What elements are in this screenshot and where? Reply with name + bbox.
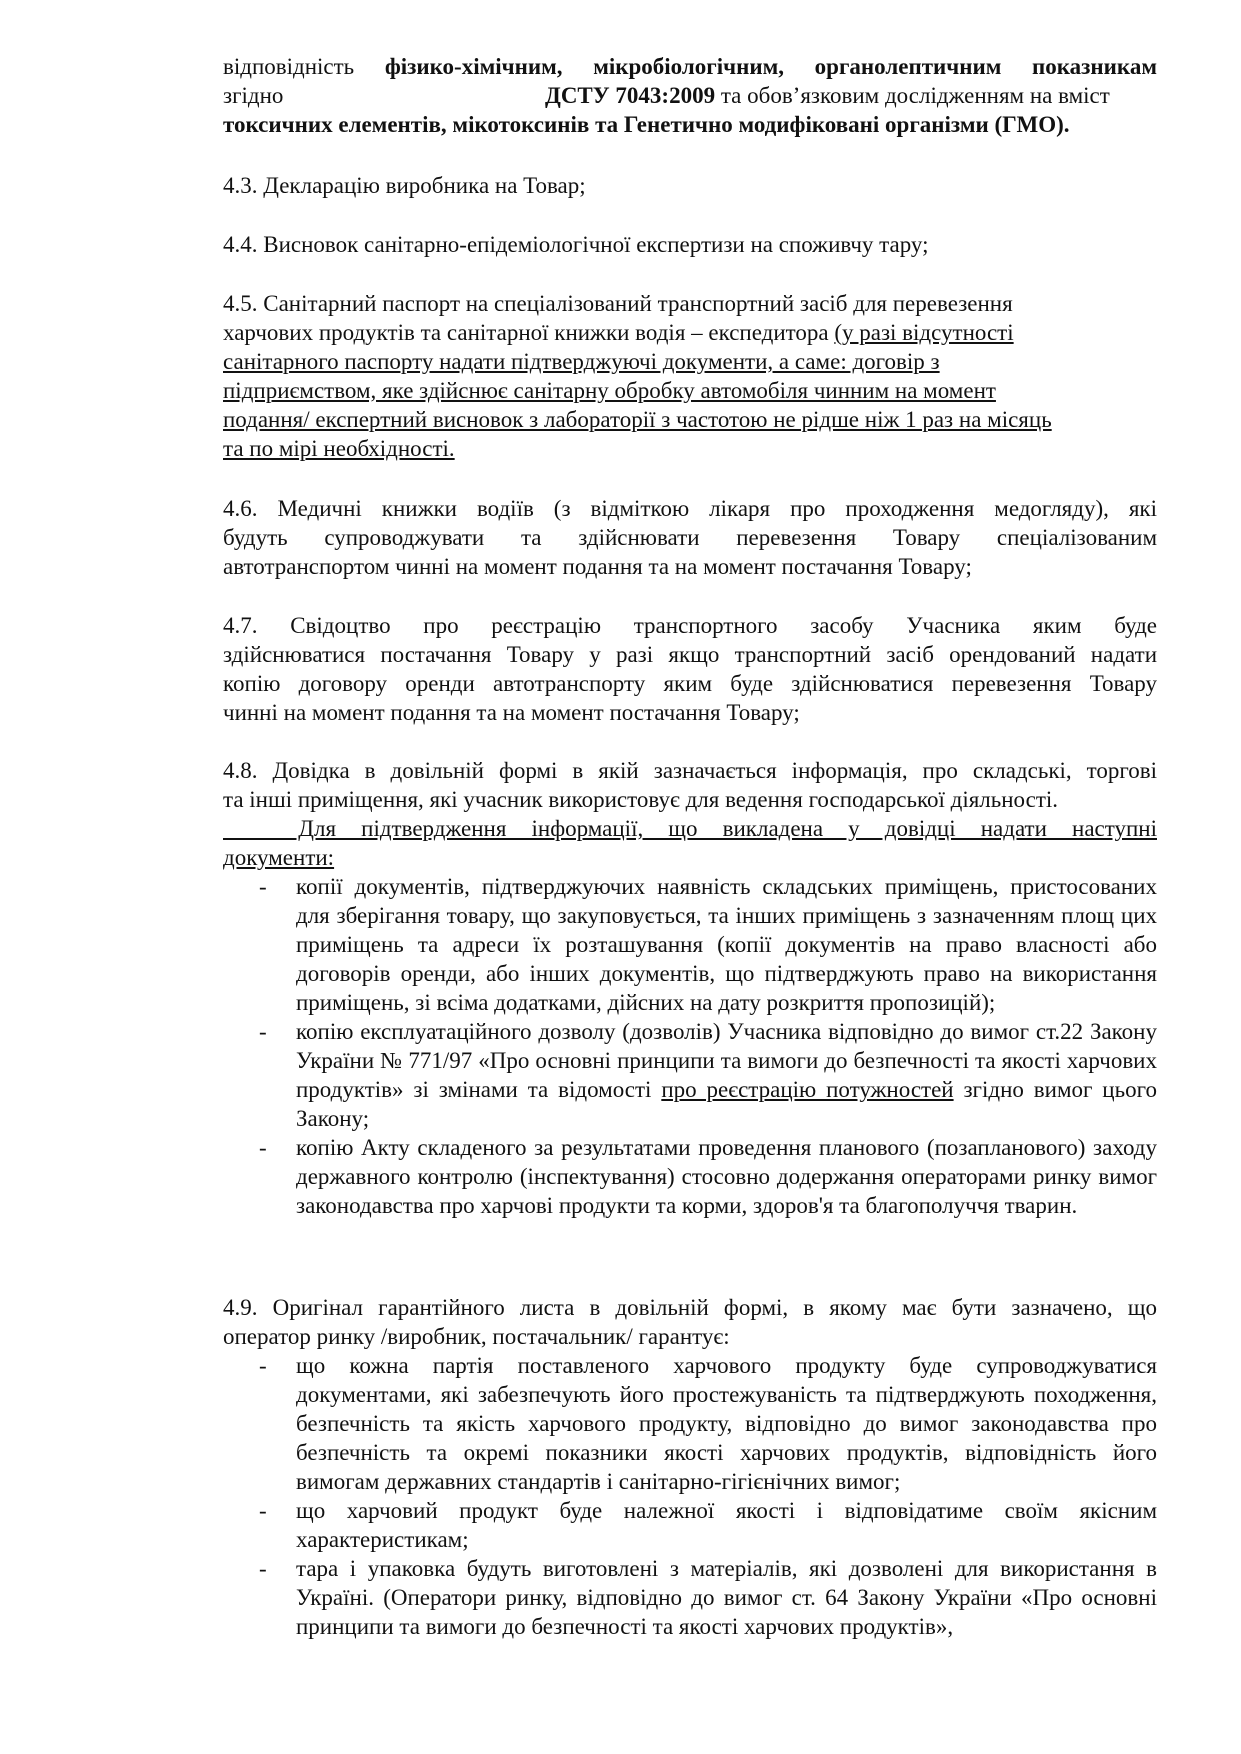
- underlined-note: подання/ експертний висновок з лабораторії з частотою не рідше ніж 1 раз на місяць: [223, 407, 1052, 432]
- list-item: - копію Акту складеного за результатами проведення планового (позапланового) заходу державного контролю (інспектування) стосовно додержання операторами ринку вимог законодавства про харчові продукти та корми, здоров'я та благополуччя тварин.: [259, 1135, 1157, 1218]
- intro-text: та обов’язковим дослідженням на вміст: [715, 83, 1110, 108]
- paragraph-4-3: 4.3. Декларацію виробника на Товар;: [223, 173, 586, 198]
- list-item: - копію експлуатаційного дозволу (дозволів) Учасника відповідно до вимог ст.22 Закону України № 771/97 «Про основні принципи та вимоги до безпечності та якості харчових продуктів» зі змінами та відомості про реєстрацію потужностей згідно вимог цього Закону;: [259, 1019, 1157, 1131]
- underlined-note: Для підтвердження інформації, що викладена у довідці надати наступні: [223, 816, 1157, 841]
- underlined-note: документи:: [223, 845, 335, 870]
- paragraph-4-4: 4.4. Висновок санітарно-епідеміологічної експертизи на споживчу тару;: [223, 232, 929, 257]
- standard-code: ДСТУ 7043:2009: [545, 83, 716, 108]
- underlined-note: санітарного паспорту надати підтверджуючі документи, а саме: договір з: [223, 349, 940, 374]
- underlined-note: (у разі відсутності: [834, 320, 1014, 345]
- list-item: - тара і упаковка будуть виготовлені з матеріалів, які дозволені для використання в Україні. (Оператори ринку, відповідно до вимог ст. 64 Закону України «Про основні принципи та вимоги до безпечності та якості харчових продуктів»,: [259, 1556, 1157, 1639]
- underlined-note: про реєстрацію потужностей: [661, 1077, 954, 1102]
- paragraph-4-7: 4.7. Свідоцтво про реєстрацію транспортного засобу Учасника яким буде здійснюватися постачання Товару у разі якщо транспортний засіб орендований надати копію договору оренди автотранспорту яким буде здійснюватися перевезення Товару чинні на момент подання та на момент постачання Товару;: [223, 613, 1157, 725]
- paragraph-4-9: 4.9. Оригінал гарантійного листа в довільній формі, в якому має бути зазначено, що оператор ринку /виробник, постачальник/ гарантує: - що кожна партія поставленого харчового продукту буде супроводжуватися документами, які забезпечують його простежуваність та підтверджують походження, безпечність та якість харчового продукту, відповідно до вимог законодавства про безпечність та окремі показники якості харчових продуктів, відповідність його вимогам державних стандартів і санітарно-гігієнічних вимог; - що харчовий продукт буде належної якості і відповідатиме своїм якісним характеристикам; - тара і упаковка будуть виготовлені з матеріалів, які дозволені для використання в Україні. (Оператори ринку, відповідно до вимог ст. 64 Закону України «Про основні принципи та вимоги до безпечності та якості харчових продуктів»,: [223, 1295, 1157, 1639]
- intro-bold-text: фізико-хімічним, мікробіологічним, органолептичним показникам: [384, 54, 1157, 79]
- intro-text: відповідність: [223, 54, 385, 79]
- underlined-note: підприємством, яке здійснює санітарну обробку автомобіля чинним на момент: [223, 378, 996, 403]
- paragraph-4-6: 4.6. Медичні книжки водіїв (з відміткою лікаря про проходження медогляду), які будуть супроводжувати та здійснювати перевезення Товару спеціалізованим автотранспортом чинні на момент подання та на момент постачання Товару;: [223, 496, 1157, 579]
- paragraph-4-5: 4.5. Санітарний паспорт на спеціалізований транспортний засіб для перевезення харчових продуктів та санітарної книжки водія – експедитора (у разі відсутності санітарного паспорту надати підтверджуючі документи, а саме: договір з підприємством, яке здійснює санітарну обробку автомобіля чинним на момент подання/ експертний висновок з лабораторії з частотою не рідше ніж 1 раз на місяць та по мірі необхідності.: [223, 291, 1052, 461]
- intro-text: згідно: [223, 83, 284, 108]
- underlined-note: та по мірі необхідності.: [223, 436, 455, 461]
- intro-paragraph: [223, 52, 1157, 139]
- list-item: - що кожна партія поставленого харчового продукту буде супроводжуватися документами, які забезпечують його простежуваність та підтверджують походження, безпечність та якість харчового продукту, відповідно до вимог законодавства про безпечність та окремі показники якості харчових продуктів, відповідність його вимогам державних стандартів і санітарно-гігієнічних вимог;: [259, 1353, 1157, 1494]
- list-item: - копії документів, підтверджуючих наявність складських приміщень, пристосованих для зберігання товару, що закуповується, та інших приміщень з зазначенням площ цих приміщень та адреси їх розташування (копії документів на право власності або договорів оренди, або інших документів, що підтверджують право на використання приміщень, зі всіма додатками, дійсних на дату розкриття пропозицій);: [259, 874, 1157, 1015]
- intro-bold-text: токсичних елементів, мікотоксинів та Генетично модифіковані організми (ГМО).: [223, 112, 1070, 137]
- list-item: - що харчовий продукт буде належної якості і відповідатиме своїм якісним характеристикам;: [259, 1498, 1157, 1552]
- paragraph-4-8: 4.8. Довідка в довільній формі в якій зазначається інформація, про складські, торгові та інші приміщення, які учасник використовує для ведення господарської діяльності. Для підтвердження інформації, що викладена у довідці надати наступні документи: - копії документів, підтверджуючих наявність складських приміщень, пристосованих для зберігання товару, що закуповується, та інших приміщень з зазначенням площ цих приміщень та адреси їх розташування (копії документів на право власності або договорів оренди, або інших документів, що підтверджують право на використання приміщень, зі всіма додатками, дійсних на дату розкриття пропозицій); - копію експлуатаційного дозволу (дозволів) Учасника відповідно до вимог ст.22 Закону України № 771/97 «Про основні принципи та вимоги до безпечності та якості харчових продуктів» зі змінами та відомості про реєстрацію потужностей згідно вимог цього Закону; - копію Акту складеного за результатами проведення планового (позапланового) заходу державного контролю (інспектування) стосовно додержання операторами ринку вимог законодавства про харчові продукти та корми, здоров'я та благополуччя тварин.: [223, 758, 1157, 1218]
- documents-list: [223, 872, 1157, 1220]
- guarantees-list: [223, 1351, 1157, 1641]
